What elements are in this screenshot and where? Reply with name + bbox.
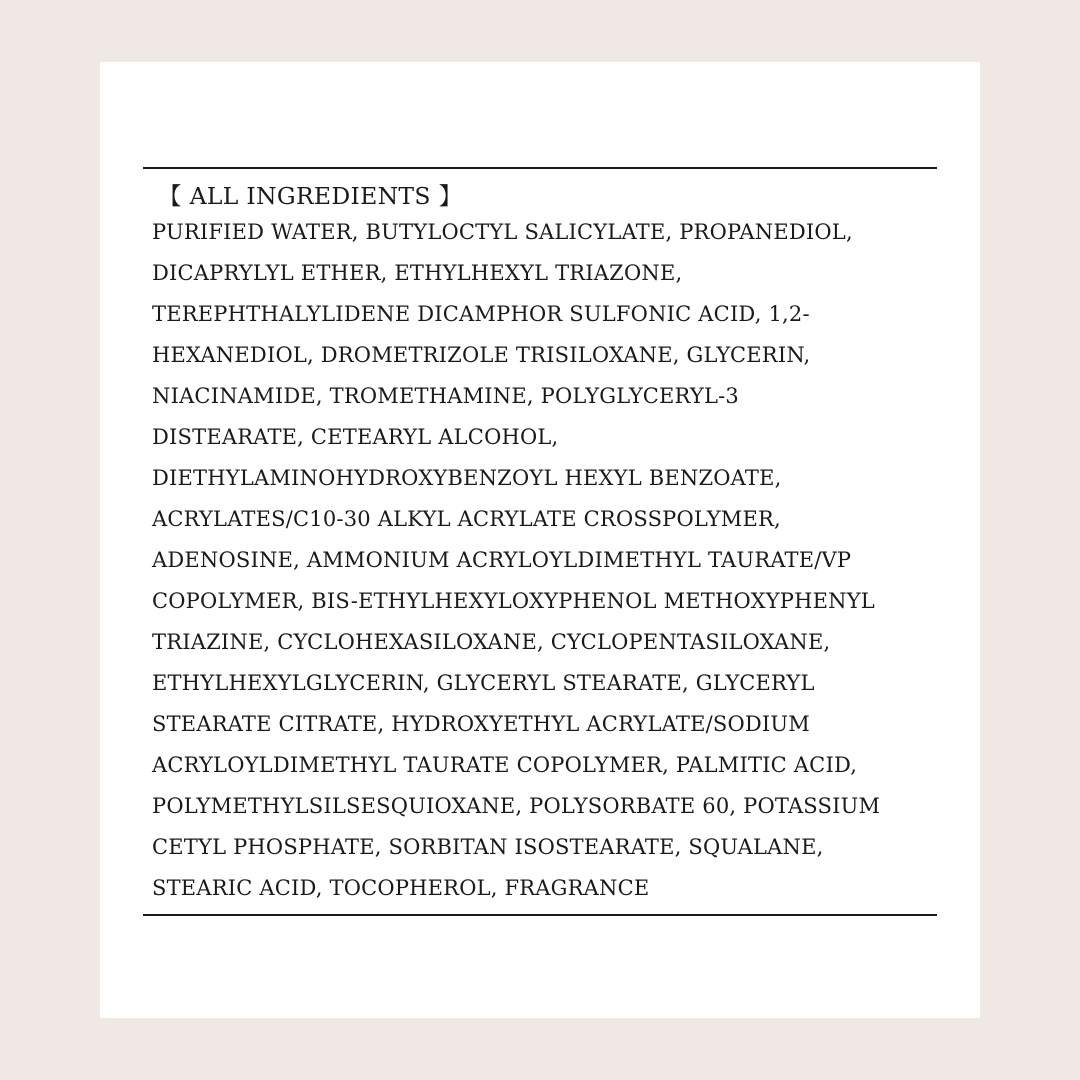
ingredient-line: PURIFIED WATER, BUTYLOCTYL SALICYLATE, PROPANEDIOL, [152, 220, 853, 244]
ingredient-line: POLYMETHYLSILSESQUIOXANE, POLYSORBATE 60, POTASSIUM [152, 794, 881, 818]
ingredients-heading: 【 ALL INGREDIENTS 】 [158, 182, 463, 210]
ingredient-line: TRIAZINE, CYCLOHEXASILOXANE, CYCLOPENTASILOXANE, [152, 630, 831, 654]
top-divider [143, 167, 937, 169]
ingredient-line: STEARIC ACID, TOCOPHEROL, FRAGRANCE [152, 876, 650, 900]
ingredients-card [100, 62, 980, 1018]
ingredient-line: DICAPRYLYL ETHER, ETHYLHEXYL TRIAZONE, [152, 261, 683, 285]
bottom-divider [143, 914, 937, 916]
ingredient-line: STEARATE CITRATE, HYDROXYETHYL ACRYLATE/SODIUM [152, 712, 811, 736]
ingredient-line: COPOLYMER, BIS-ETHYLHEXYLOXYPHENOL METHOXYPHENYL [152, 589, 875, 613]
ingredient-line: ACRYLATES/C10-30 ALKYL ACRYLATE CROSSPOLYMER, [152, 507, 781, 531]
ingredient-line: ADENOSINE, AMMONIUM ACRYLOYLDIMETHYL TAURATE/VP [152, 548, 852, 572]
ingredient-line: HEXANEDIOL, DROMETRIZOLE TRISILOXANE, GLYCERIN, [152, 343, 811, 367]
ingredient-line: TEREPHTHALYLIDENE DICAMPHOR SULFONIC ACID, 1,2- [152, 302, 810, 326]
ingredient-line: ETHYLHEXYLGLYCERIN, GLYCERYL STEARATE, GLYCERYL [152, 671, 815, 695]
ingredient-line: NIACINAMIDE, TROMETHAMINE, POLYGLYCERYL-3 [152, 384, 739, 408]
ingredients-list [152, 212, 880, 909]
ingredient-line: ACRYLOYLDIMETHYL TAURATE COPOLYMER, PALMITIC ACID, [152, 753, 858, 777]
ingredient-line: DIETHYLAMINOHYDROXYBENZOYL HEXYL BENZOATE, [152, 466, 782, 490]
ingredient-line: DISTEARATE, CETEARYL ALCOHOL, [152, 425, 559, 449]
ingredient-line: CETYL PHOSPHATE, SORBITAN ISOSTEARATE, SQUALANE, [152, 835, 824, 859]
